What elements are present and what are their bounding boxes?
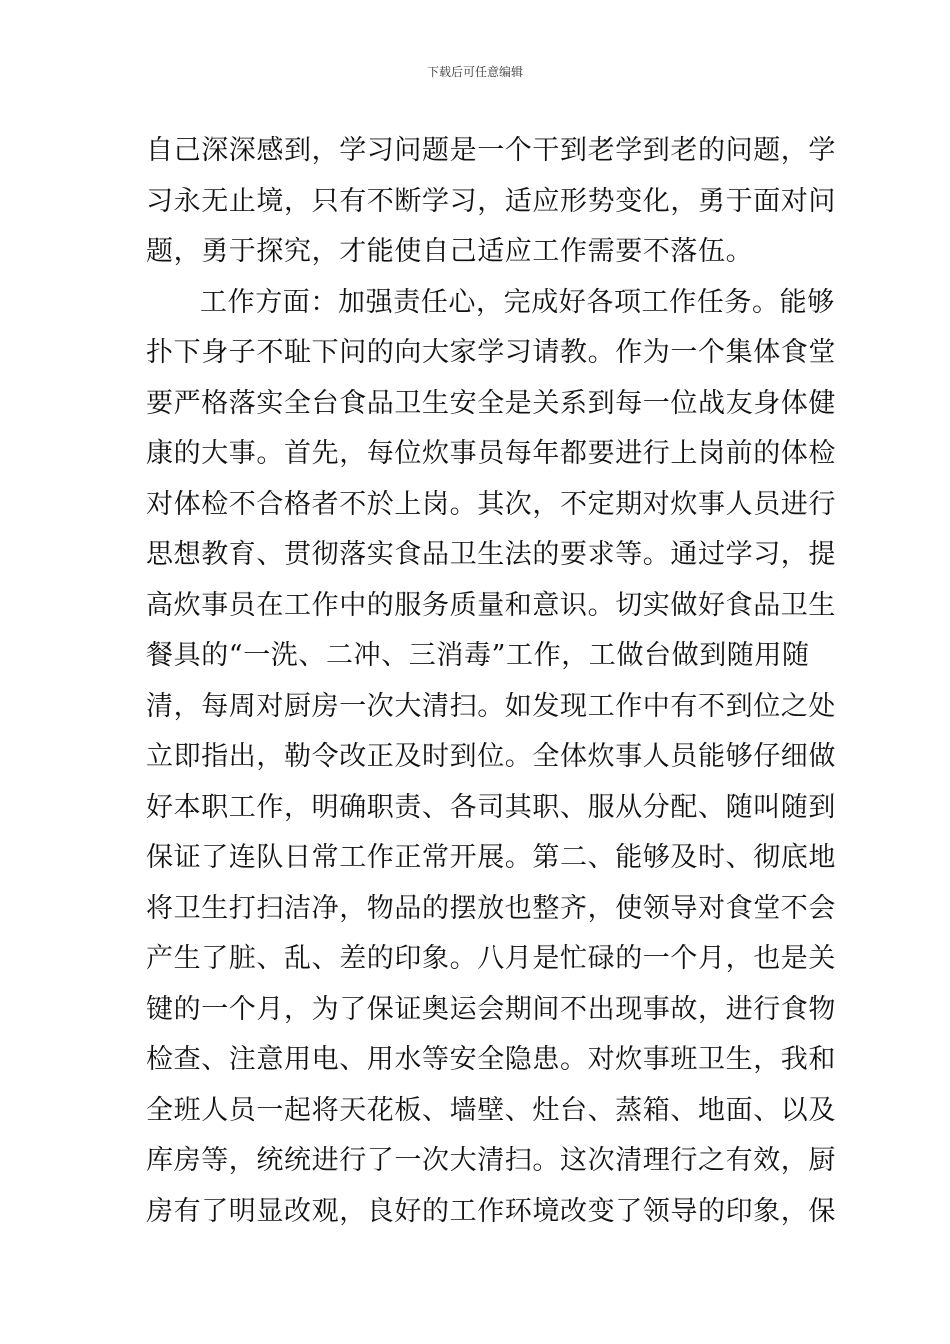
text-line: 要严格落实全台食品卫生安全是关系到每一位战友身体健	[146, 387, 836, 419]
text-line: 立即指出，勒令改正及时到位。全体炊事人员能够仔细做	[146, 741, 836, 772]
text-line: 思想教育、贯彻落实食品卫生法的要求等。通过学习，提	[146, 539, 836, 570]
text-line: 全班人员一起将天花板、墙壁、灶台、蒸箱、地面、以及	[146, 1094, 836, 1126]
text-line: 对体检不合格者不於上岗。其次，不定期对炊事人员进行	[146, 488, 836, 520]
paragraph-1	[146, 126, 836, 278]
page-header-note: 下载后可任意编辑	[426, 65, 523, 79]
text-line: 工作方面：加强责任心，完成好各项工作任务。能够	[200, 286, 835, 318]
text-line: 库房等，统统进行了一次大清扫。这次清理行之有效，厨	[146, 1145, 836, 1176]
text-line: 将卫生打扫洁净，物品的摆放也整齐，使领导对食堂不会	[146, 892, 836, 924]
paragraph-2	[146, 278, 836, 1238]
text-line: 保证了连队日常工作正常开展。第二、能够及时、彻底地	[146, 842, 836, 873]
text-line: 清，每周对厨房一次大清扫。如发现工作中有不到位之处	[146, 690, 836, 722]
text-line: 检查、注意用电、用水等安全隐患。对炊事班卫生，我和	[146, 1044, 836, 1075]
text-line: 产生了脏、乱、差的印象。八月是忙碌的一个月，也是关	[146, 943, 836, 974]
text-line: 好本职工作，明确职责、各司其职、服从分配、随叫随到	[146, 791, 836, 823]
text-line: 键的一个月，为了保证奥运会期间不出现事故，进行食物	[146, 993, 836, 1025]
text-line: 房有了明显改观，良好的工作环境改变了领导的印象，保	[146, 1195, 836, 1227]
text-line: 康的大事。首先，每位炊事员每年都要进行上岗前的体检	[146, 438, 836, 469]
document-body	[146, 126, 836, 1237]
text-line: 餐具的“一洗、二冲、三消毒”工作，工做台做到随用随	[146, 640, 810, 671]
text-line: 题，勇于探究，才能使自己适应工作需要不落伍。	[146, 236, 754, 267]
text-line: 自己深深感到，学习问题是一个干到老学到老的问题，学	[146, 135, 836, 166]
text-line: 扑下身子不耻下问的向大家学习请教。作为一个集体食堂	[146, 337, 836, 368]
text-line: 习永无止境，只有不断学习，适应形势变化，勇于面对问	[146, 185, 836, 217]
text-line: 高炊事员在工作中的服务质量和意识。切实做好食品卫生	[146, 589, 836, 621]
